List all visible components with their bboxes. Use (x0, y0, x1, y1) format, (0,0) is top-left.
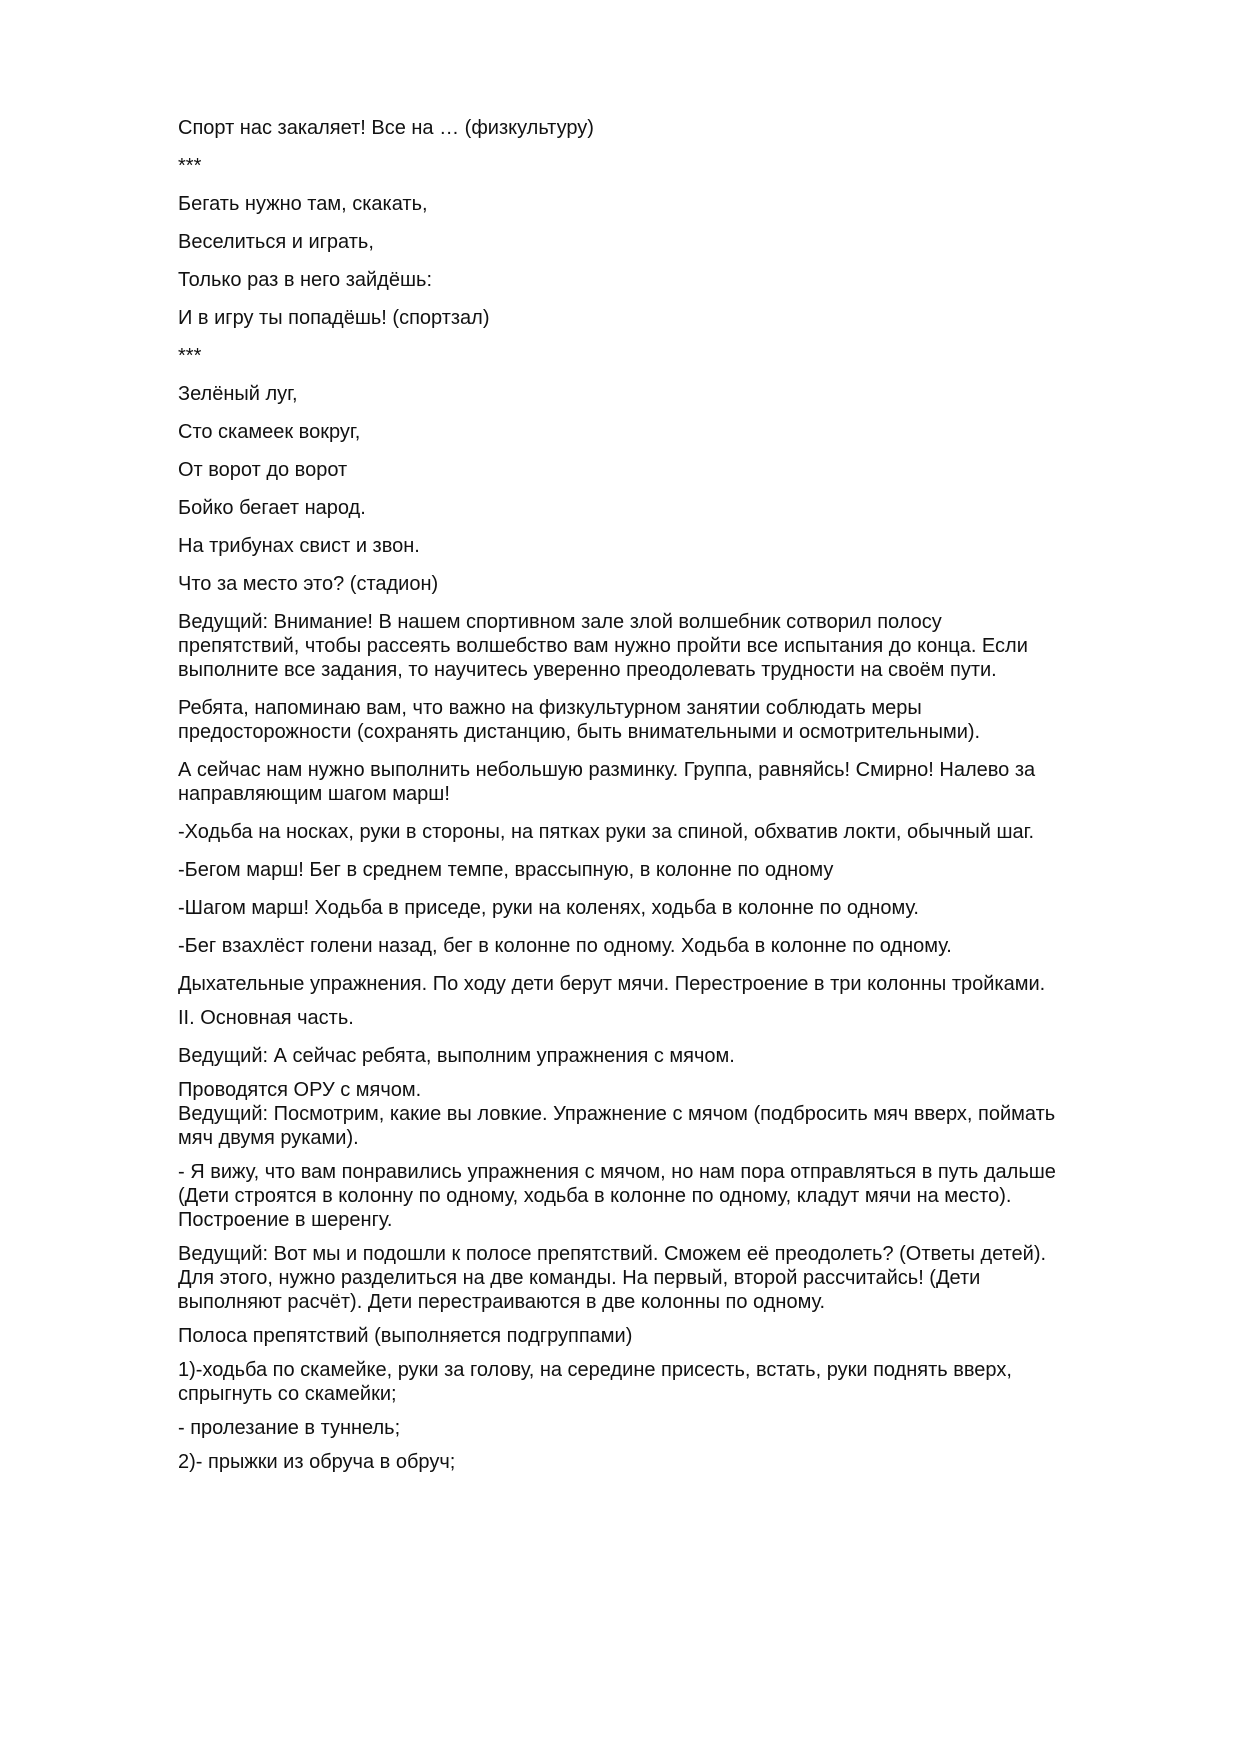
verse-line: Сто скамеек вокруг, (178, 421, 361, 443)
separator: *** (178, 345, 202, 367)
paragraph: Полоса препятствий (выполняется подгруппами) (178, 1325, 633, 1347)
verse-line: Бойко бегает народ. (178, 497, 366, 519)
paragraph: Проводятся ОРУ с мячом. Ведущий: Посмотрим, какие вы ловкие. Упражнение с мячом (подбросить мяч вверх, поймать мяч двумя руками). (178, 1079, 1056, 1149)
paragraph: Ведущий: А сейчас ребята, выполним упражнения с мячом. (178, 1045, 735, 1067)
paragraph: Ведущий: Внимание! В нашем спортивном зале злой волшебник сотворил полосу препятствий, чтобы рассеять волшебство вам нужно пройти все испытания до конца. Если выполните все задания, то научитесь уверенно преодолевать трудности на своём пути. (178, 611, 1028, 681)
separator: *** (178, 155, 202, 177)
verse-line: На трибунах свист и звон. (178, 535, 420, 557)
verse-line: Веселиться и играть, (178, 231, 374, 253)
verse-line: От ворот до ворот (178, 459, 348, 481)
paragraph: - Я вижу, что вам понравились упражнения с мячом, но нам пора отправляться в путь дальше (Дети строятся в колонну по одному, ходьба в колонне по одному, кладут мячи на место). Построение в шеренгу. (178, 1161, 1056, 1231)
verse-line: Что за место это? (стадион) (178, 573, 439, 595)
list-item: - пролезание в туннель; (178, 1417, 401, 1439)
paragraph: Ведущий: Вот мы и подошли к полосе препятствий. Сможем её преодолеть? (Ответы детей). Для этого, нужно разделиться на две команды. На первый, второй рассчитайсь! (Дети выполняют расчёт). Дети перестраиваются в две колонны по одному. (178, 1243, 1047, 1313)
verse-line: Только раз в него зайдёшь: (178, 269, 432, 291)
list-item: -Бег взахлёст голени назад, бег в колонне по одному. Ходьба в колонне по одному. (178, 935, 952, 957)
verse-line: Бегать нужно там, скакать, (178, 193, 428, 215)
paragraph: Ребята, напоминаю вам, что важно на физкультурном занятии соблюдать меры предосторожности (сохранять дистанцию, быть внимательными и осмотрительными). (178, 697, 981, 743)
paragraph: А сейчас нам нужно выполнить небольшую разминку. Группа, равняйсь! Смирно! Налево за направляющим шагом марш! (178, 759, 1036, 805)
list-item: 1)-ходьба по скамейке, руки за голову, на середине присесть, встать, руки поднять вверх, спрыгнуть со скамейки; (178, 1359, 1012, 1405)
list-item: -Бегом марш! Бег в среднем темпе, врассыпную, в колонне по одному (178, 859, 834, 881)
document-body (178, 116, 1158, 1474)
section-heading: II. Основная часть. (178, 1007, 354, 1029)
list-item: -Шагом марш! Ходьба в приседе, руки на коленях, ходьба в колонне по одному. (178, 897, 919, 919)
verse-line: И в игру ты попадёшь! (спортзал) (178, 307, 490, 329)
paragraph: Дыхательные упражнения. По ходу дети берут мячи. Перестроение в три колонны тройками. (178, 973, 1046, 995)
list-item: 2)- прыжки из обруча в обруч; (178, 1451, 456, 1473)
paragraph: Спорт нас закаляет! Все на … (физкультуру) (178, 117, 594, 139)
verse-line: Зелёный луг, (178, 383, 298, 405)
list-item: -Ходьба на носках, руки в стороны, на пятках руки за спиной, обхватив локти, обычный шаг. (178, 821, 1035, 843)
